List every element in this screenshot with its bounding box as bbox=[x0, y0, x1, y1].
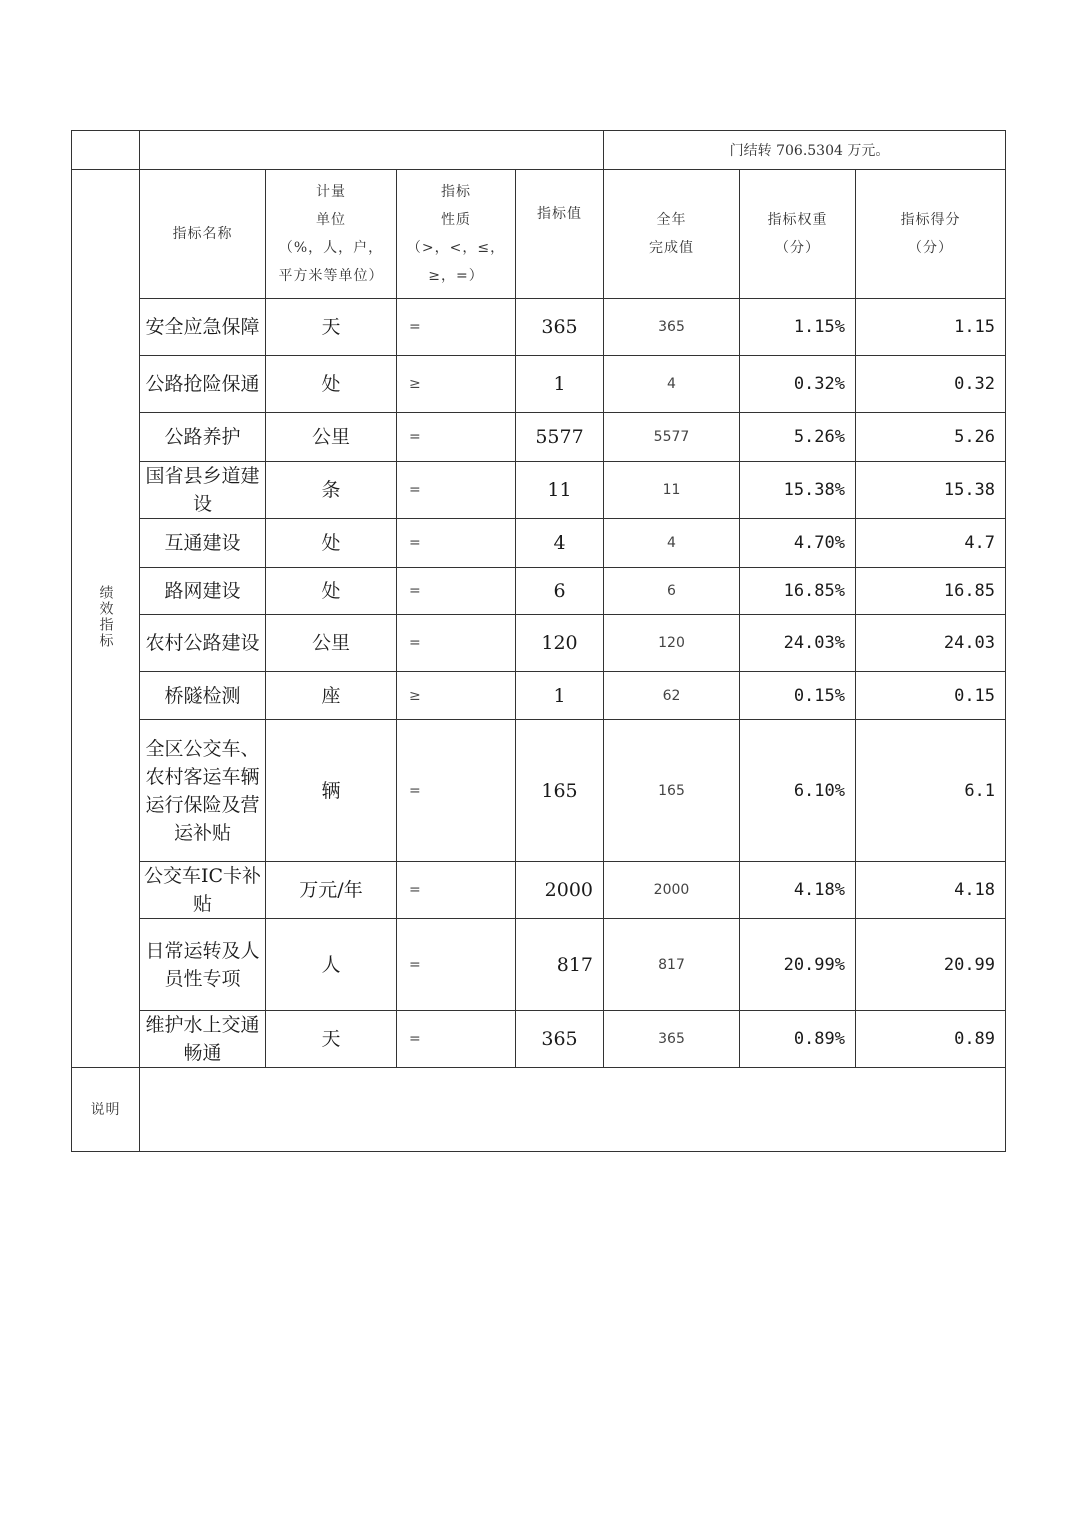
row-name: 公路抢险保通 bbox=[140, 356, 266, 413]
row-op: = bbox=[397, 568, 516, 615]
row-op: = bbox=[397, 615, 516, 672]
table-row bbox=[72, 672, 1006, 720]
row-target: 365 bbox=[516, 1011, 604, 1068]
row-weight: 5.26% bbox=[740, 413, 856, 462]
row-score: 0.32 bbox=[856, 356, 1006, 413]
row-unit: 座 bbox=[266, 672, 397, 720]
table-row bbox=[72, 413, 1006, 462]
row-score: 24.03 bbox=[856, 615, 1006, 672]
row-actual: 165 bbox=[604, 720, 740, 862]
row-score: 1.15 bbox=[856, 299, 1006, 356]
section-label: 绩效指标 bbox=[97, 584, 114, 649]
header-score: 指标得分 （分） bbox=[856, 170, 1006, 299]
row-actual: 365 bbox=[604, 1011, 740, 1068]
header-row bbox=[72, 170, 1006, 299]
row-score: 6.1 bbox=[856, 720, 1006, 862]
row-weight: 0.32% bbox=[740, 356, 856, 413]
row-weight: 20.99% bbox=[740, 919, 856, 1011]
note-row bbox=[72, 1068, 1006, 1152]
row-op: = bbox=[397, 462, 516, 519]
row-name: 路网建设 bbox=[140, 568, 266, 615]
row-actual: 365 bbox=[604, 299, 740, 356]
row-score: 15.38 bbox=[856, 462, 1006, 519]
row-actual: 62 bbox=[604, 672, 740, 720]
top-note-text: 门结转 706.5304 万元。 bbox=[604, 131, 1006, 170]
row-unit: 处 bbox=[266, 356, 397, 413]
row-unit: 天 bbox=[266, 299, 397, 356]
row-name: 桥隧检测 bbox=[140, 672, 266, 720]
row-score: 5.26 bbox=[856, 413, 1006, 462]
section-label-cell bbox=[72, 170, 140, 1068]
row-actual: 11 bbox=[604, 462, 740, 519]
row-unit: 处 bbox=[266, 519, 397, 568]
row-name: 全区公交车、农村客运车辆运行保险及营运补贴 bbox=[140, 720, 266, 862]
row-target: 365 bbox=[516, 299, 604, 356]
row-unit: 万元/年 bbox=[266, 862, 397, 919]
header-target: 指标值 bbox=[516, 170, 604, 299]
table-row bbox=[72, 462, 1006, 519]
row-weight: 16.85% bbox=[740, 568, 856, 615]
row-weight: 6.10% bbox=[740, 720, 856, 862]
row-unit: 条 bbox=[266, 462, 397, 519]
row-weight: 0.89% bbox=[740, 1011, 856, 1068]
row-op: = bbox=[397, 519, 516, 568]
row-target: 4 bbox=[516, 519, 604, 568]
header-weight: 指标权重 （分） bbox=[740, 170, 856, 299]
note-label: 说明 bbox=[72, 1068, 140, 1152]
row-actual: 120 bbox=[604, 615, 740, 672]
row-target: 120 bbox=[516, 615, 604, 672]
row-weight: 4.18% bbox=[740, 862, 856, 919]
row-op: = bbox=[397, 720, 516, 862]
row-weight: 15.38% bbox=[740, 462, 856, 519]
row-target: 165 bbox=[516, 720, 604, 862]
table-row bbox=[72, 919, 1006, 1011]
row-actual: 4 bbox=[604, 356, 740, 413]
row-target: 11 bbox=[516, 462, 604, 519]
row-actual: 4 bbox=[604, 519, 740, 568]
row-weight: 0.15% bbox=[740, 672, 856, 720]
row-op: ≥ bbox=[397, 356, 516, 413]
table-row bbox=[72, 356, 1006, 413]
row-name: 维护水上交通畅通 bbox=[140, 1011, 266, 1068]
top-note-row bbox=[72, 131, 1006, 170]
row-name: 国省县乡道建设 bbox=[140, 462, 266, 519]
row-unit: 天 bbox=[266, 1011, 397, 1068]
performance-table bbox=[71, 130, 1006, 1152]
row-score: 0.89 bbox=[856, 1011, 1006, 1068]
row-op: = bbox=[397, 299, 516, 356]
header-name: 指标名称 bbox=[140, 170, 266, 299]
top-note-blank-cell bbox=[72, 131, 140, 170]
row-score: 4.7 bbox=[856, 519, 1006, 568]
row-op: ≥ bbox=[397, 672, 516, 720]
row-actual: 6 bbox=[604, 568, 740, 615]
header-unit: 计量 单位 （%，人，户， 平方米等单位） bbox=[266, 170, 397, 299]
row-target: 2000 bbox=[516, 862, 604, 919]
row-name: 安全应急保障 bbox=[140, 299, 266, 356]
row-weight: 1.15% bbox=[740, 299, 856, 356]
table-row bbox=[72, 519, 1006, 568]
table-row bbox=[72, 862, 1006, 919]
row-score: 20.99 bbox=[856, 919, 1006, 1011]
row-actual: 5577 bbox=[604, 413, 740, 462]
table-row bbox=[72, 299, 1006, 356]
row-op: = bbox=[397, 862, 516, 919]
row-target: 817 bbox=[516, 919, 604, 1011]
row-target: 1 bbox=[516, 672, 604, 720]
note-text bbox=[140, 1068, 1006, 1152]
row-target: 5577 bbox=[516, 413, 604, 462]
row-score: 16.85 bbox=[856, 568, 1006, 615]
row-name: 日常运转及人员性专项 bbox=[140, 919, 266, 1011]
row-unit: 公里 bbox=[266, 413, 397, 462]
row-unit: 人 bbox=[266, 919, 397, 1011]
row-score: 4.18 bbox=[856, 862, 1006, 919]
row-name: 农村公路建设 bbox=[140, 615, 266, 672]
row-target: 6 bbox=[516, 568, 604, 615]
table-row bbox=[72, 720, 1006, 862]
row-op: = bbox=[397, 919, 516, 1011]
table-row bbox=[72, 1011, 1006, 1068]
header-nature: 指标 性质 （>，<，≤， ≥，=） bbox=[397, 170, 516, 299]
row-name: 公交车IC卡补贴 bbox=[140, 862, 266, 919]
row-op: = bbox=[397, 1011, 516, 1068]
row-score: 0.15 bbox=[856, 672, 1006, 720]
table-row bbox=[72, 568, 1006, 615]
row-weight: 24.03% bbox=[740, 615, 856, 672]
row-unit: 处 bbox=[266, 568, 397, 615]
row-unit: 辆 bbox=[266, 720, 397, 862]
header-actual: 全年 完成值 bbox=[604, 170, 740, 299]
row-weight: 4.70% bbox=[740, 519, 856, 568]
row-op: = bbox=[397, 413, 516, 462]
row-name: 公路养护 bbox=[140, 413, 266, 462]
top-note-empty-cell bbox=[140, 131, 604, 170]
row-target: 1 bbox=[516, 356, 604, 413]
table-row bbox=[72, 615, 1006, 672]
row-actual: 2000 bbox=[604, 862, 740, 919]
row-actual: 817 bbox=[604, 919, 740, 1011]
row-unit: 公里 bbox=[266, 615, 397, 672]
row-name: 互通建设 bbox=[140, 519, 266, 568]
